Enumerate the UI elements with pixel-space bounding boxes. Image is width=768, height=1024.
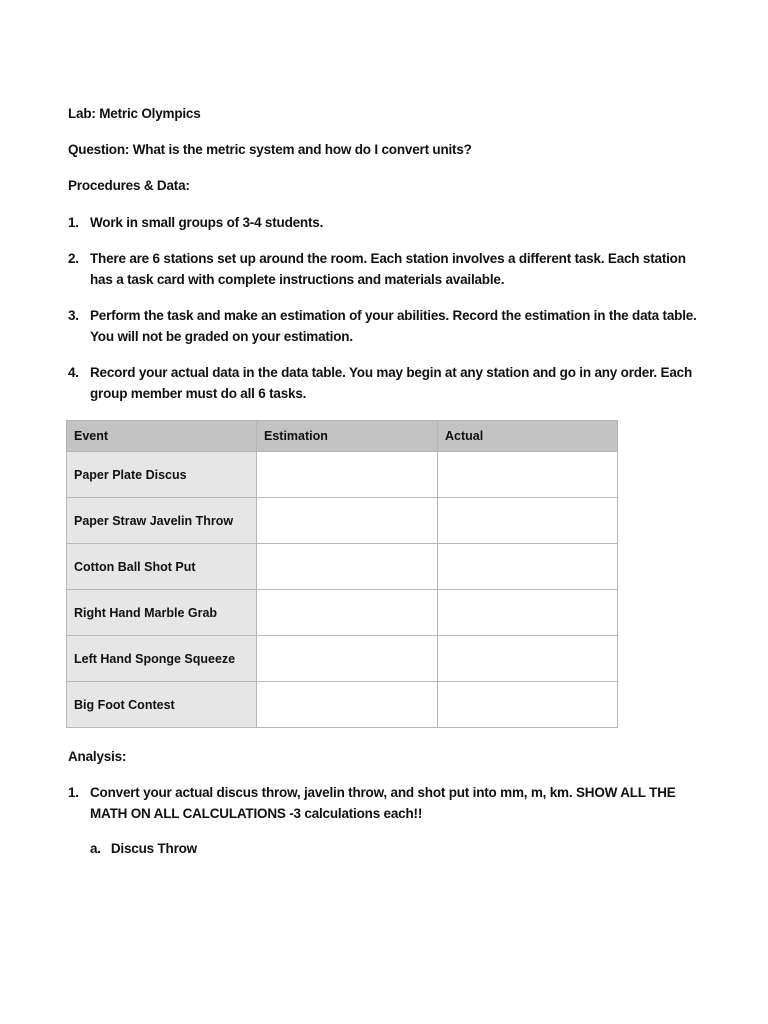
actual-cell[interactable]: [438, 682, 618, 728]
estimation-cell[interactable]: [257, 544, 438, 590]
actual-cell[interactable]: [438, 590, 618, 636]
estimation-cell[interactable]: [257, 590, 438, 636]
procedure-step-2: [68, 248, 708, 290]
table-header-row: [67, 421, 618, 452]
header-actual: Actual: [438, 421, 618, 452]
actual-cell[interactable]: [438, 544, 618, 590]
estimation-cell[interactable]: [257, 682, 438, 728]
question-text: Convert your actual discus throw, javelin throw, and shot put into mm, m, km. SHOW ALL THE MATH ON ALL CALCULATIONS -3 calculations each!!: [90, 785, 676, 821]
analysis-question-1: [68, 782, 708, 824]
lab-question: Question: What is the metric system and how do I convert units?: [68, 142, 472, 157]
actual-cell[interactable]: [438, 636, 618, 682]
step-number: 2.: [68, 251, 79, 266]
table-row: [67, 452, 618, 498]
actual-cell[interactable]: [438, 452, 618, 498]
procedures-heading: Procedures & Data:: [68, 178, 190, 193]
estimation-cell[interactable]: [257, 636, 438, 682]
event-cell: Left Hand Sponge Squeeze: [67, 636, 257, 682]
lab-title: Lab: Metric Olympics: [68, 106, 201, 121]
table-row: [67, 636, 618, 682]
step-number: 3.: [68, 308, 79, 323]
procedure-step-1: [68, 212, 708, 233]
question-number: 1.: [68, 785, 79, 800]
procedure-step-3: [68, 305, 708, 347]
table-row: [67, 498, 618, 544]
data-table: [66, 420, 618, 728]
event-cell: Paper Plate Discus: [67, 452, 257, 498]
step-text: Record your actual data in the data table. You may begin at any station and go in any order. Each group member must do all 6 tasks.: [90, 365, 692, 401]
event-cell: Paper Straw Javelin Throw: [67, 498, 257, 544]
step-number: 1.: [68, 215, 79, 230]
step-text: Perform the task and make an estimation of your abilities. Record the estimation in the data table. You will not be graded on your estimation.: [90, 308, 697, 344]
step-number: 4.: [68, 365, 79, 380]
header-estimation: Estimation: [257, 421, 438, 452]
procedure-step-4: [68, 362, 708, 404]
event-cell: Big Foot Contest: [67, 682, 257, 728]
subitem-text: Discus Throw: [110, 841, 197, 856]
event-cell: Cotton Ball Shot Put: [67, 544, 257, 590]
estimation-cell[interactable]: [257, 452, 438, 498]
table-row: [67, 544, 618, 590]
step-text: Work in small groups of 3-4 students.: [90, 215, 324, 230]
analysis-heading: Analysis:: [68, 749, 127, 764]
actual-cell[interactable]: [438, 498, 618, 544]
subitem-letter: a.: [90, 841, 101, 856]
estimation-cell[interactable]: [257, 498, 438, 544]
table-row: [67, 682, 618, 728]
event-cell: Right Hand Marble Grab: [67, 590, 257, 636]
step-text: There are 6 stations set up around the room. Each station involves a different task. Each station has a task card with complete instructions and materials available.: [90, 251, 686, 287]
analysis-subitem-a: [90, 841, 197, 856]
table-row: [67, 590, 618, 636]
header-event: Event: [67, 421, 257, 452]
